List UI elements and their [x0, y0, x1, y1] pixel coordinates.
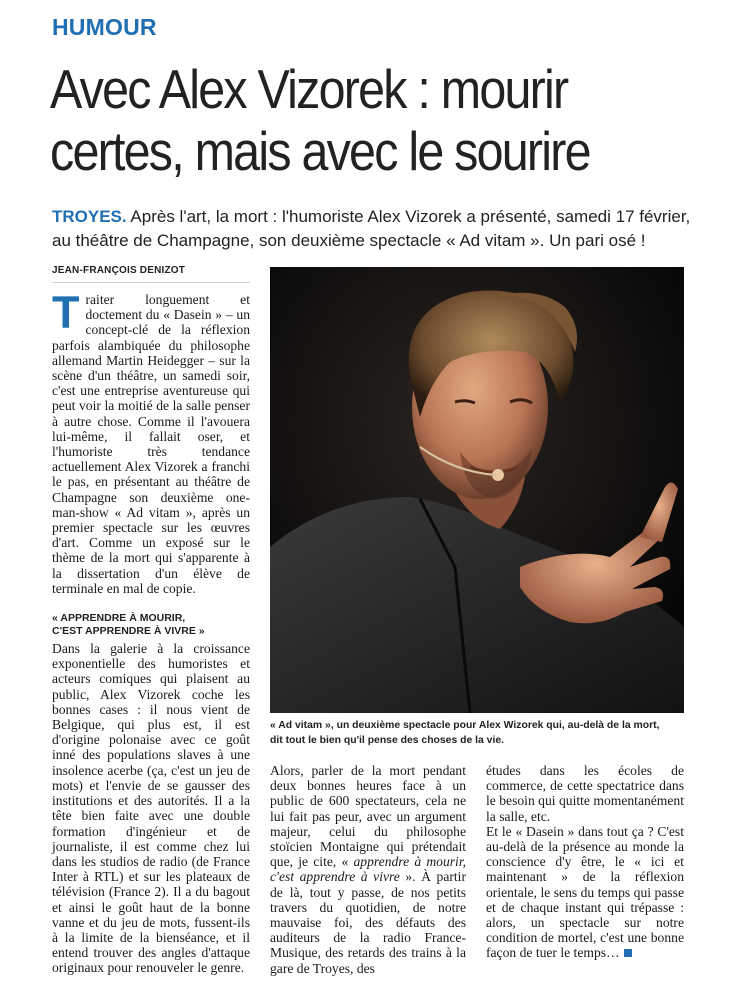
intertitle-line-1: « APPRENDRE À MOURIR, — [52, 612, 186, 625]
performer-photo-illustration — [270, 267, 684, 713]
headline-line-2: certes, mais avec le sourire — [50, 120, 590, 182]
intertitle — [52, 612, 250, 638]
standfirst — [52, 205, 712, 253]
headline — [50, 58, 631, 182]
paragraph-1 — [52, 287, 250, 596]
end-of-article-mark — [624, 949, 632, 957]
caption-line-2: dit tout le bien qu'il pense des choses de la vie. — [270, 735, 505, 746]
paragraph-3-part-1: Alors, parler de la mort pendant deux bonnes heures face à un public de 600 spectateurs, cela ne lui fait pas peur, avec un argument majeur, celui du philosophe stoïcien Montaigne qui prétendait que, je cite, « apprendre à mourir, c'est apprendre à vivre ». À partir de là, tout y passe, de nos petits travers du quotidien, de notre mauvaise foi, des défauts des auditeurs de la radio France-Musique, des retards des trains à la gare de Troyes, des — [270, 763, 466, 976]
headline-line-1: Avec Alex Vizorek : mourir — [50, 58, 568, 120]
byline-divider — [52, 282, 250, 283]
standfirst-location: TROYES. — [52, 207, 127, 226]
paragraph-3-part-2: études dans les écoles de commerce, de cette spectatrice dans le besoin qui quitte momentanément la salle, etc. — [486, 763, 684, 824]
article-column-2 — [270, 763, 466, 976]
paragraph-1-text: raiter longuement et doctement du « Dasein » – un concept-clé de la réflexion parfois alambiquée du philosophe allemand Martin Heidegger – sur la scène d'un théâtre, un samedi soir, c'est une entreprise aventureuse qui peut voir la moitié de la salle penser à autre chose. Comme il l'avouera lui-même, il fallait oser, et l'humoriste très tendance actuellement Alex Vizorek a franchi le pas, en présentant au théâtre de Champagne son deuxième one-man-show « Ad vitam », après un premier spectacle sur les œuvres d'art. Comme un exposé sur le thème de la mort qui s'apparente à la dissertation d'un élève de terminale en mal de copie. — [52, 292, 250, 596]
drop-cap: T — [52, 287, 80, 338]
paragraph-4-text: Et le « Dasein » dans tout ça ? C'est au-delà de la présence au monde la conscience d'y être, le « ici et maintenant » de la réflexion orientale, le sens du temps qui passe et de chaque instant qui trépasse : alors, un spectacle sur notre condition de mortel, c'est une bonne façon de tuer le temps… — [486, 823, 684, 961]
paragraph-4 — [486, 824, 684, 961]
photo-caption — [270, 718, 684, 748]
standfirst-line-1 — [52, 205, 712, 229]
article-photo — [270, 267, 684, 713]
paragraph-2: Dans la galerie à la croissance exponentielle des humoristes et acteurs comiques qui plaisent au public, Alex Vizorek coche les bonnes cases : il nous vient de Belgique, qui plus est, il est d'origine polonaise avec ce goût inné des populations slaves à une insolence acerbe (ça, c'est un jeu de mots) et l'envie de se gausser des institutions et des autorités. Il a la tête bien faite avec une double formation d'ingénieur et de journaliste, il est comme chez lui dans les studios de radio (de France Inter à RTL) et sur les plateaux de télévision (France 2). Il a du bagout et ainsi le goût haut de la bonne vanne et du jeu de mots, fussent-ils à la limite de la bienséance, et il entend trouver des angles d'attaque originaux pour renouveler le genre. — [52, 641, 250, 976]
intertitle-line-2: C'EST APPRENDRE À VIVRE » — [52, 625, 205, 638]
standfirst-line-1-text: Après l'art, la mort : l'humoriste Alex Vizorek a présenté, samedi 17 février, — [126, 207, 691, 226]
article-column-1 — [52, 287, 250, 976]
byline: JEAN-FRANÇOIS DENIZOT — [52, 265, 186, 276]
standfirst-line-2: au théâtre de Champagne, son deuxième spectacle « Ad vitam ». Un pari osé ! — [52, 231, 646, 250]
article-column-3 — [486, 763, 684, 961]
section-rubric: HUMOUR — [52, 14, 157, 40]
caption-line-1: « Ad vitam », un deuxième spectacle pour Alex Wizorek qui, au-delà de la mort, — [270, 720, 660, 731]
